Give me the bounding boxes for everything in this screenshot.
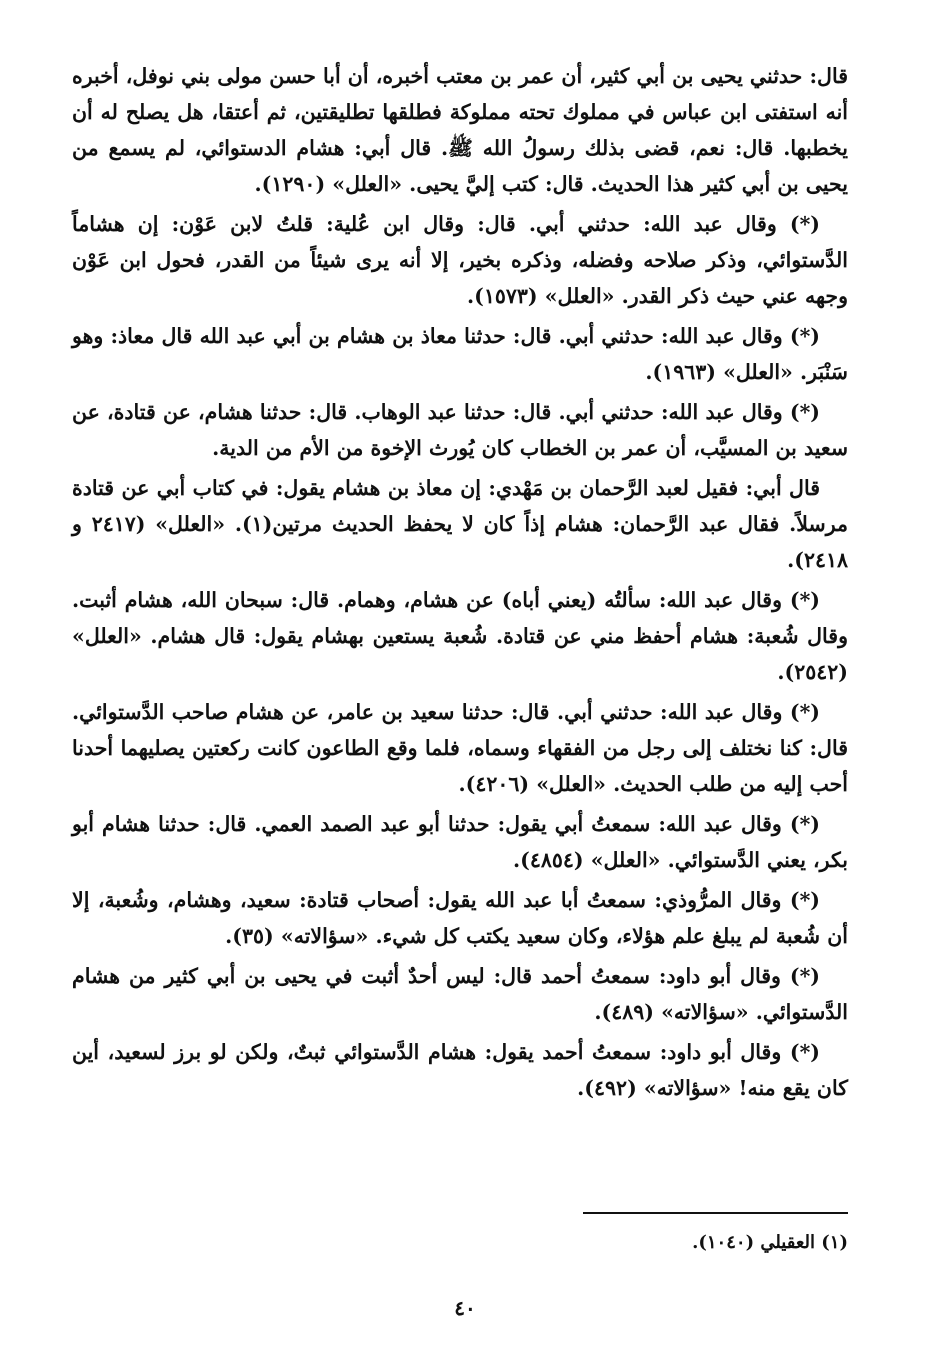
paragraph-9: (*) وقال المرُّوذي: سمعتُ أبا عبد الله يقول: أصحاب قتادة: سعيد، وهشام، وشُعبة، إلا أن شُعبة لم يبلغ علم هؤلاء، وكان سعيد يكتب كل شيء. «سؤالاته» (٣٥). <box>72 888 848 948</box>
paragraph-4: (*) وقال عبد الله: حدثني أبي. قال: حدثنا عبد الوهاب. قال: حدثنا هشام، عن قتادة، عن سعيد بن المسيَّب، أن عمر بن الخطاب كان يُورث الإخوة من الأم من الدية. <box>72 400 848 460</box>
footnote: (١) العقيلي (١٠٤٠). <box>692 1232 848 1253</box>
page-body <box>72 58 848 1110</box>
paragraph-1: قال: حدثني يحيى بن أبي كثير، أن عمر بن معتب أخبره، أن أبا حسن مولى بني نوفل، أخبره أنه استفتى ابن عباس في مملوك تحته مملوكة فطلقها تطليقتين، ثم أعتقا، هل يصلح له أن يخطبها. قال: نعم، قضى بذلك رسولُ الله ﷺ. قال أبي: هشام الدستوائي، لم يسمع من يحيى بن أبي كثير هذا الحديث. قال: كتب إليَّ يحيى. «العلل» (١٢٩٠). <box>72 64 848 196</box>
paragraph-3: (*) وقال عبد الله: حدثني أبي. قال: حدثنا معاذ بن هشام بن أبي عبد الله قال معاذ: وهو سَنْبَر. «العلل» (١٩٦٣). <box>72 324 848 384</box>
paragraph-6: (*) وقال عبد الله: سألتُه (يعني أباه) عن هشام، وهمام. قال: سبحان الله، هشام أثبت. وقال شُعبة: هشام أحفظ مني عن قتادة. شُعبة يستعين بهشام يقول: قال هشام. «العلل» (٢٥٤٢). <box>72 588 848 684</box>
page-number: ٤٠ <box>454 1296 476 1320</box>
footnote-divider <box>583 1212 848 1214</box>
paragraph-5: قال أبي: فقيل لعبد الرَّحمان بن مَهْدي: إن معاذ بن هشام يقول: في كتاب أبي عن قتادة مرسلاً. فقال عبد الرَّحمان: هشام إذاً كان لا يحفظ الحديث مرتين(١). «العلل» (٢٤١٧ و ٢٤١٨). <box>72 476 848 572</box>
paragraph-10: (*) وقال أبو داود: سمعتُ أحمد قال: ليس أحدٌ أثبت في يحيى بن أبي كثير من هشام الدَّستوائي. «سؤالاته» (٤٨٩). <box>72 964 848 1024</box>
paragraph-11: (*) وقال أبو داود: سمعتُ أحمد يقول: هشام الدَّستوائي ثبتٌ، ولكن لو برز لسعيد، أين كان يقع منه! «سؤالاته» (٤٩٢). <box>72 1040 848 1100</box>
paragraph-2: (*) وقال عبد الله: حدثني أبي. قال: وقال ابن عُلية: قلتُ لابن عَوْن: إن هشاماً الدَّستوائي، وذكر صلاحه وفضله، وذكره بخير، إلا أنه يرى شيئاً من القدر، فحول ابن عَوْن وجهه عني حيث ذكر القدر. «العلل» (١٥٧٣). <box>72 212 848 308</box>
paragraph-7: (*) وقال عبد الله: حدثني أبي. قال: حدثنا سعيد بن عامر، عن هشام صاحب الدَّستوائي. قال: كنا نختلف إلى رجل من الفقهاء وسماه، فلما وقع الطاعون كانت ركعتين يصليهما أحدنا أحب إليه من طلب الحديث. «العلل» (٤٢٠٦). <box>72 700 848 796</box>
paragraph-8: (*) وقال عبد الله: سمعتُ أبي يقول: حدثنا أبو عبد الصمد العمي. قال: حدثنا هشام أبو بكر، يعني الدَّستوائي. «العلل» (٤٨٥٤). <box>72 812 848 872</box>
